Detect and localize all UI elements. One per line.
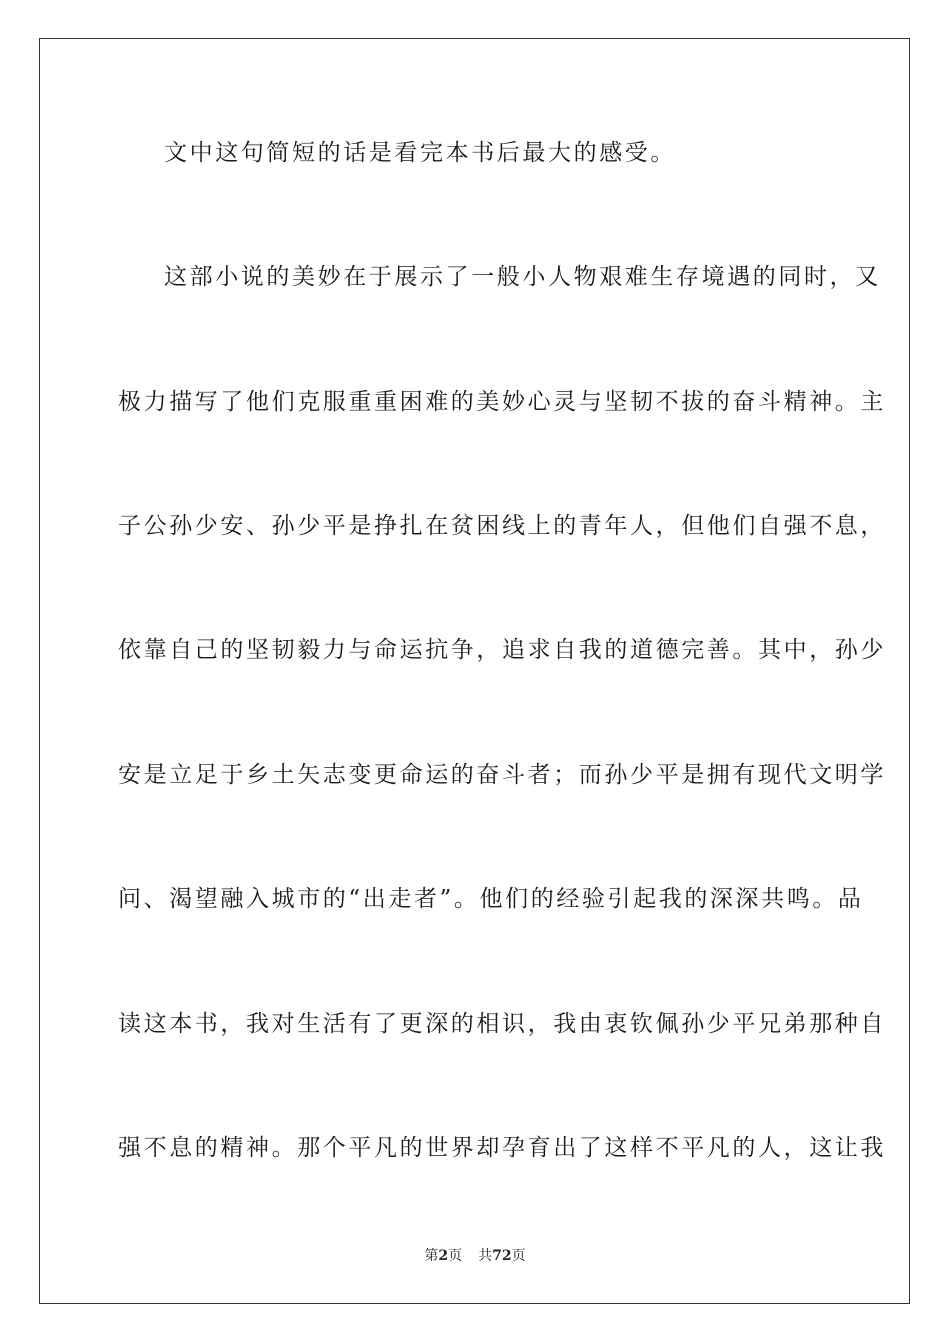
text-line-3: 极力描写了他们克服重重困难的美妙心灵与坚韧不拔的奋斗精神。主 [118, 389, 886, 415]
page-suffix: 页 [448, 1248, 463, 1264]
total-prefix: 共 [478, 1248, 493, 1264]
page-number: 2 [438, 1248, 449, 1264]
total-pages: 72 [492, 1248, 512, 1264]
text-line-6: 安是立足于乡土矢志变更命运的奋斗者；而孙少平是拥有现代文明学 [118, 762, 886, 788]
page-prefix: 第 [424, 1248, 439, 1264]
text-line-9: 强不息的精神。那个平凡的世界却孕育出了这样不平凡的人，这让我 [118, 1135, 886, 1161]
text-line-7: 问、渴望融入城市的“出走者”。他们的经验引起我的深深共鸣。品 [118, 886, 864, 912]
page-footer [0, 1246, 950, 1266]
text-line-1: 文中这句简短的话是看完本书后最大的感受。 [164, 140, 676, 166]
page-border [39, 38, 910, 1304]
text-line-8: 读这本书，我对生活有了更深的相识，我由衷钦佩孙少平兄弟那种自 [118, 1011, 886, 1037]
text-line-2: 这部小说的美妙在于展示了一般小人物艰难生存境遇的同时，又 [164, 264, 881, 290]
text-line-4: 子公孙少安、孙少平是挣扎在贫困线上的青年人，但他们自强不息， [118, 513, 886, 539]
total-suffix: 页 [511, 1248, 526, 1264]
text-line-5: 依靠自己的坚韧毅力与命运抗争，追求自我的道德完善。其中，孙少 [118, 637, 886, 663]
